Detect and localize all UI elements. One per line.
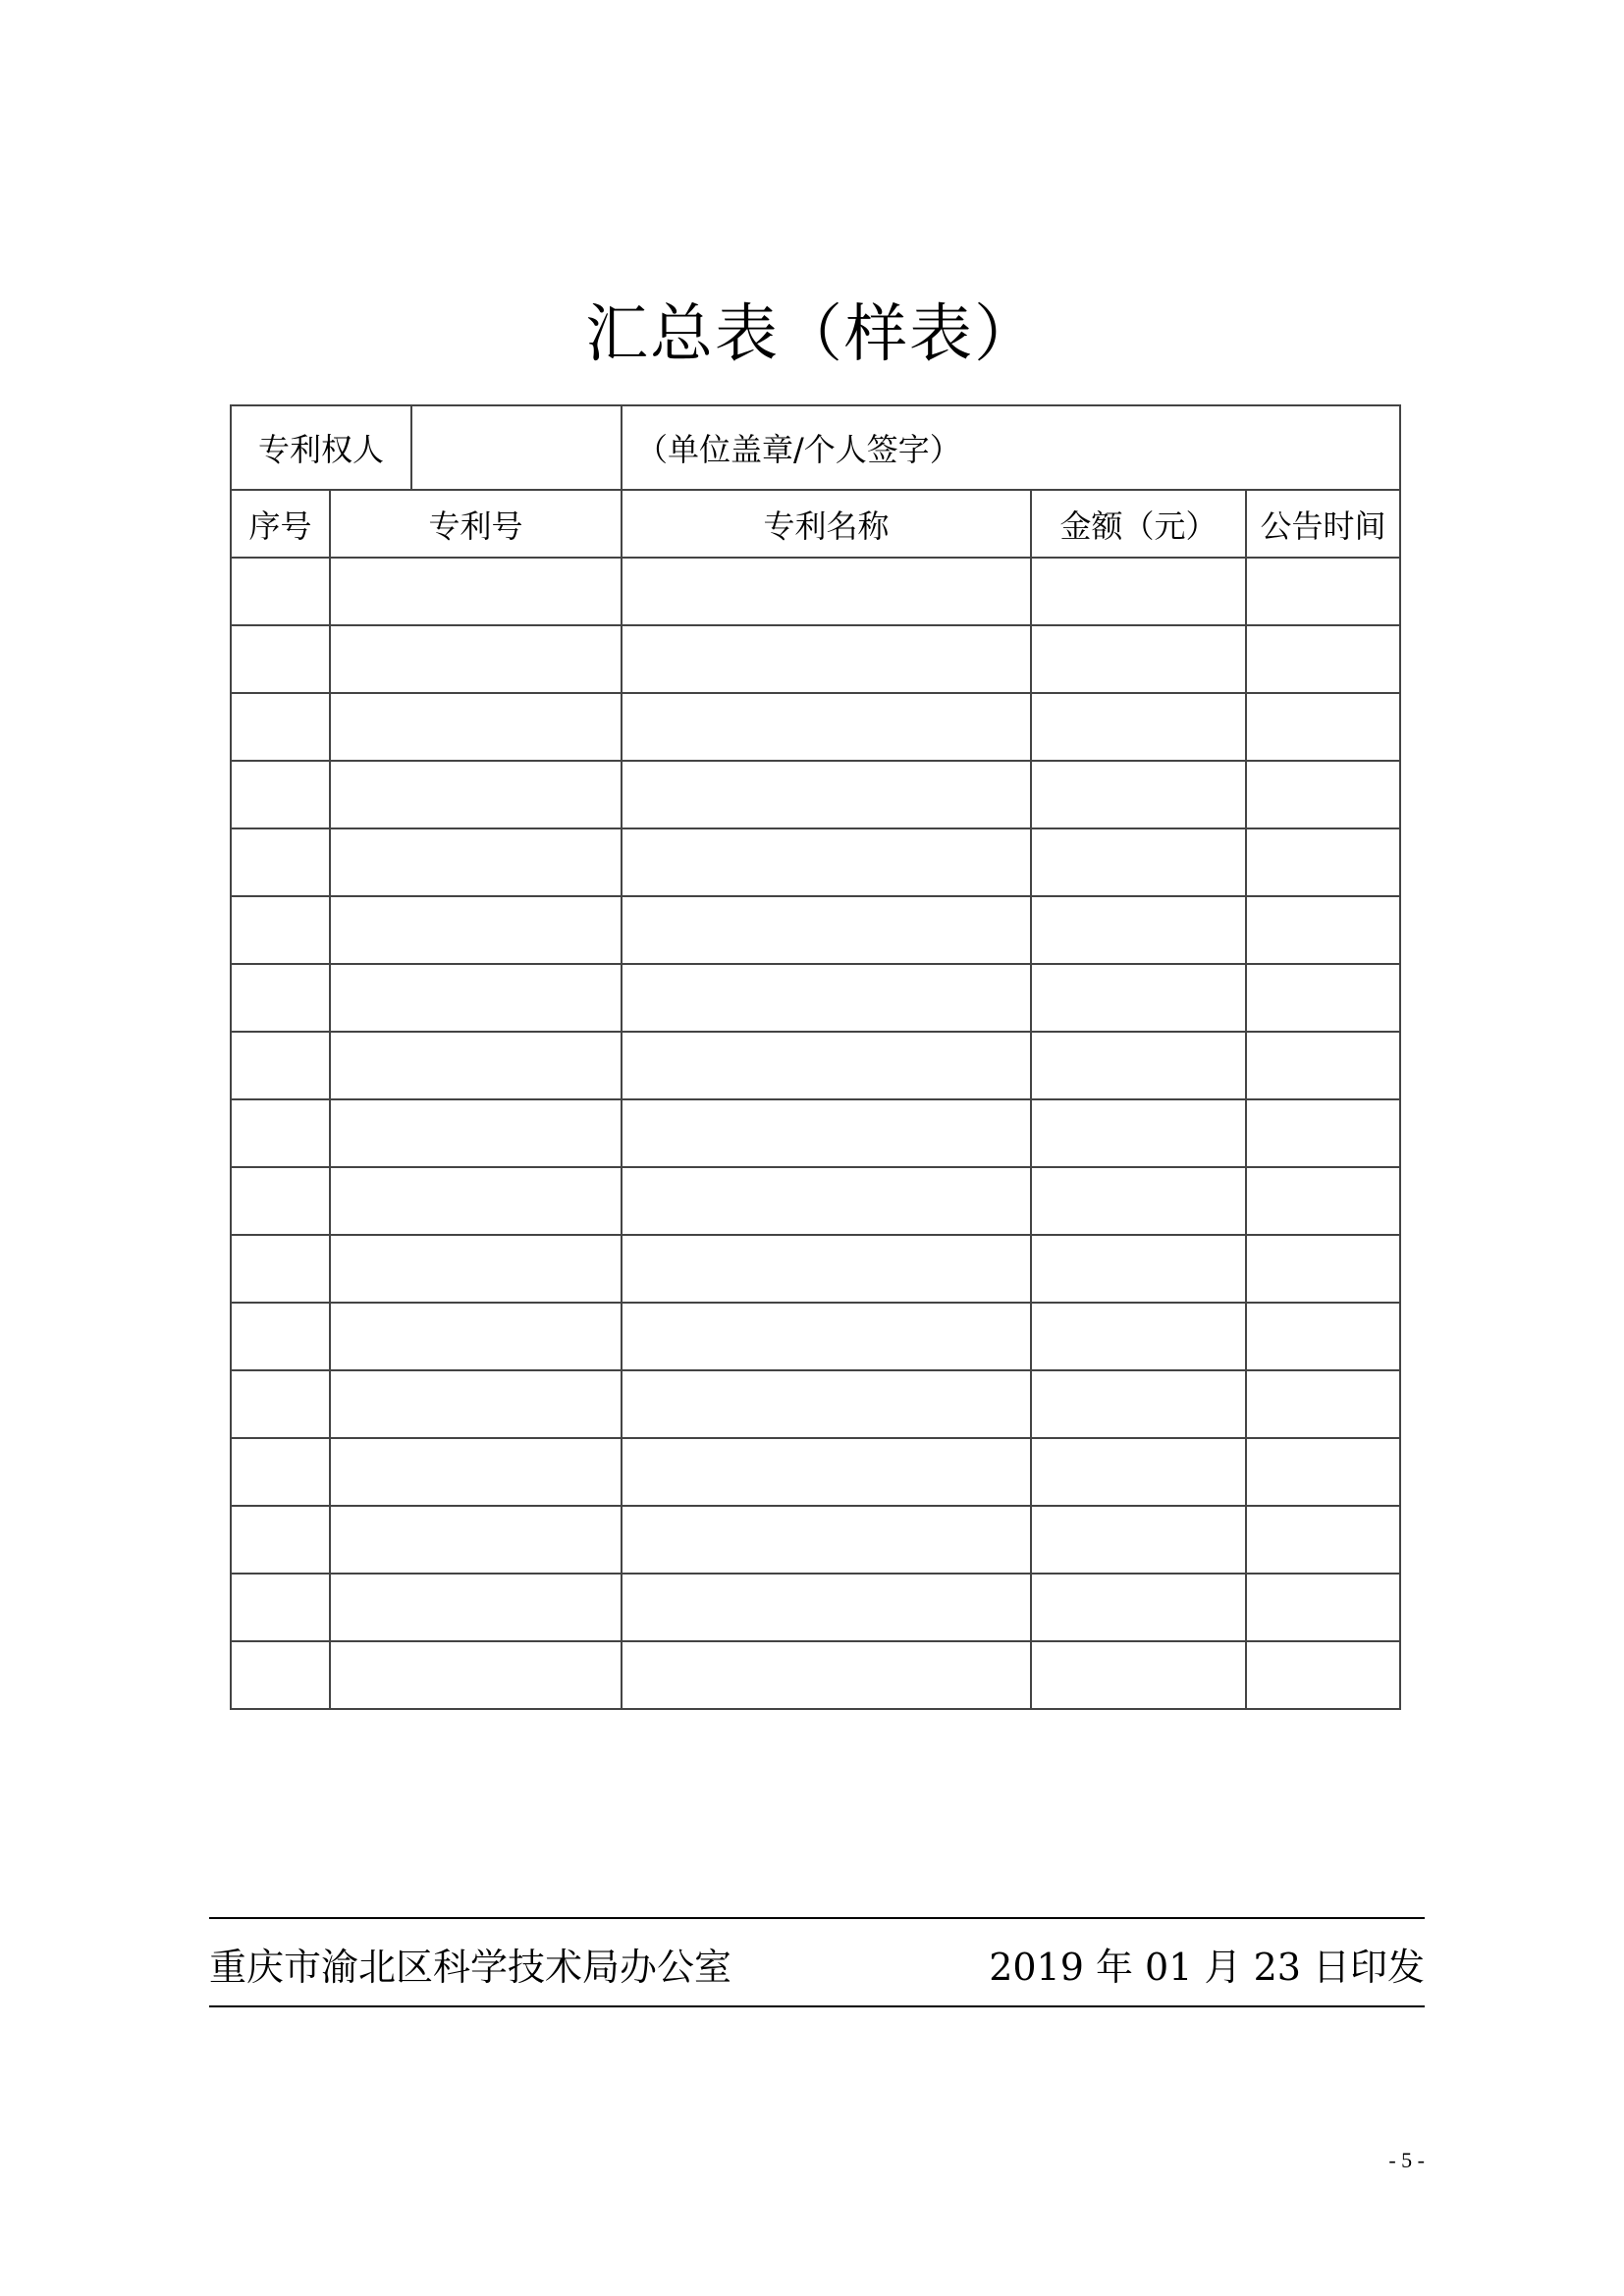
table-cell-patent-number[interactable] [330, 1099, 622, 1167]
table-row [231, 693, 1400, 761]
table-row [231, 1641, 1400, 1709]
table-cell-index[interactable] [231, 1641, 330, 1709]
column-header-amount: 金额（元） [1031, 490, 1246, 558]
table-row [231, 1303, 1400, 1370]
table-cell-index[interactable] [231, 1235, 330, 1303]
table-cell-amount[interactable] [1031, 1032, 1246, 1099]
table-cell-announce-date[interactable] [1246, 1574, 1400, 1641]
table-cell-amount[interactable] [1031, 693, 1246, 761]
table-cell-index[interactable] [231, 1303, 330, 1370]
table-cell-patent-name[interactable] [622, 1032, 1031, 1099]
table-cell-amount[interactable] [1031, 964, 1246, 1032]
table-cell-patent-number[interactable] [330, 558, 622, 625]
table-cell-index[interactable] [231, 558, 330, 625]
table-row [231, 761, 1400, 828]
table-cell-announce-date[interactable] [1246, 1506, 1400, 1574]
table-cell-patent-name[interactable] [622, 1574, 1031, 1641]
table-cell-announce-date[interactable] [1246, 828, 1400, 896]
column-header-announce-date: 公告时间 [1246, 490, 1400, 558]
table-cell-patent-number[interactable] [330, 1032, 622, 1099]
table-row [231, 896, 1400, 964]
table-cell-announce-date[interactable] [1246, 625, 1400, 693]
table-cell-amount[interactable] [1031, 828, 1246, 896]
table-cell-announce-date[interactable] [1246, 1641, 1400, 1709]
table-cell-patent-name[interactable] [622, 828, 1031, 896]
table-cell-amount[interactable] [1031, 1641, 1246, 1709]
table-row [231, 558, 1400, 625]
table-cell-announce-date[interactable] [1246, 693, 1400, 761]
table-cell-announce-date[interactable] [1246, 896, 1400, 964]
table-row [231, 1235, 1400, 1303]
table-cell-announce-date[interactable] [1246, 1303, 1400, 1370]
table-row [231, 1099, 1400, 1167]
table-cell-index[interactable] [231, 761, 330, 828]
footer-bottom-rule [209, 2005, 1425, 2007]
table-cell-patent-number[interactable] [330, 1506, 622, 1574]
table-cell-index[interactable] [231, 828, 330, 896]
table-cell-amount[interactable] [1031, 1167, 1246, 1235]
table-row [231, 1506, 1400, 1574]
column-header-index: 序号 [231, 490, 330, 558]
table-cell-patent-number[interactable] [330, 625, 622, 693]
table-cell-patent-number[interactable] [330, 1574, 622, 1641]
table-cell-index[interactable] [231, 625, 330, 693]
table-cell-announce-date[interactable] [1246, 1167, 1400, 1235]
table-cell-patent-name[interactable] [622, 896, 1031, 964]
table-cell-amount[interactable] [1031, 761, 1246, 828]
table-cell-announce-date[interactable] [1246, 558, 1400, 625]
table-cell-patent-number[interactable] [330, 1438, 622, 1506]
page-number: - 5 - [1388, 2148, 1425, 2172]
document-title: 汇总表（样表） [585, 298, 1039, 371]
table-cell-announce-date[interactable] [1246, 1099, 1400, 1167]
table-cell-patent-name[interactable] [622, 761, 1031, 828]
table-cell-index[interactable] [231, 1032, 330, 1099]
table-cell-amount[interactable] [1031, 1099, 1246, 1167]
issuing-office: 重庆市渝北区科学技术局办公室 [209, 1946, 732, 1989]
table-cell-patent-name[interactable] [622, 1167, 1031, 1235]
table-cell-index[interactable] [231, 1438, 330, 1506]
table-cell-amount[interactable] [1031, 1235, 1246, 1303]
table-cell-index[interactable] [231, 693, 330, 761]
table-cell-patent-number[interactable] [330, 1370, 622, 1438]
table-cell-announce-date[interactable] [1246, 1370, 1400, 1438]
table-cell-patent-number[interactable] [330, 761, 622, 828]
table-row [231, 1370, 1400, 1438]
table-cell-amount[interactable] [1031, 1506, 1246, 1574]
table-cell-announce-date[interactable] [1246, 1438, 1400, 1506]
patent-holder-cell [231, 405, 622, 490]
table-cell-index[interactable] [231, 1574, 330, 1641]
table-row [231, 625, 1400, 693]
table-cell-announce-date[interactable] [1246, 1235, 1400, 1303]
table-cell-amount[interactable] [1031, 625, 1246, 693]
table-cell-amount[interactable] [1031, 1303, 1246, 1370]
table-cell-index[interactable] [231, 896, 330, 964]
column-header-patent-name: 专利名称 [622, 490, 1031, 558]
table-cell-patent-name[interactable] [622, 625, 1031, 693]
table-cell-patent-name[interactable] [622, 964, 1031, 1032]
column-header-patent-number: 专利号 [330, 490, 622, 558]
table-row [231, 828, 1400, 896]
summary-table [230, 404, 1401, 1710]
table-cell-patent-number[interactable] [330, 1235, 622, 1303]
patent-holder-value[interactable]: （单位盖章/个人签字） [622, 405, 1400, 490]
table-cell-patent-name[interactable] [622, 1641, 1031, 1709]
table-cell-patent-number[interactable] [330, 693, 622, 761]
table-cell-patent-name[interactable] [622, 1099, 1031, 1167]
table-row [231, 964, 1400, 1032]
table-cell-amount[interactable] [1031, 558, 1246, 625]
table-cell-patent-name[interactable] [622, 1370, 1031, 1438]
issue-date: 2019 年 01 月 23 日印发 [989, 1946, 1425, 1989]
table-cell-patent-name[interactable] [622, 693, 1031, 761]
table-cell-amount[interactable] [1031, 1370, 1246, 1438]
table-cell-patent-number[interactable] [330, 828, 622, 896]
table-cell-patent-name[interactable] [622, 1438, 1031, 1506]
table-cell-index[interactable] [231, 1506, 330, 1574]
table-cell-patent-name[interactable] [622, 1303, 1031, 1370]
table-cell-index[interactable] [231, 964, 330, 1032]
table-cell-announce-date[interactable] [1246, 1032, 1400, 1099]
table-cell-patent-number[interactable] [330, 896, 622, 964]
table-cell-patent-name[interactable] [622, 558, 1031, 625]
table-row [231, 1167, 1400, 1235]
table-cell-index[interactable] [231, 1370, 330, 1438]
patent-holder-label: 专利权人 [232, 406, 412, 489]
table-cell-patent-number[interactable] [330, 1303, 622, 1370]
table-cell-amount[interactable] [1031, 1438, 1246, 1506]
table-row [231, 1438, 1400, 1506]
table-header-row [231, 490, 1400, 558]
table-cell-patent-number[interactable] [330, 1641, 622, 1709]
table-cell-announce-date[interactable] [1246, 964, 1400, 1032]
table-cell-patent-name[interactable] [622, 1235, 1031, 1303]
table-cell-announce-date[interactable] [1246, 761, 1400, 828]
table-cell-amount[interactable] [1031, 1574, 1246, 1641]
table-cell-amount[interactable] [1031, 896, 1246, 964]
footer-top-rule [209, 1917, 1425, 1919]
patent-holder-row [231, 405, 1400, 490]
table-cell-patent-number[interactable] [330, 1167, 622, 1235]
table-row [231, 1032, 1400, 1099]
table-cell-index[interactable] [231, 1167, 330, 1235]
table-cell-index[interactable] [231, 1099, 330, 1167]
table-row [231, 1574, 1400, 1641]
table-cell-patent-name[interactable] [622, 1506, 1031, 1574]
table-cell-patent-number[interactable] [330, 964, 622, 1032]
